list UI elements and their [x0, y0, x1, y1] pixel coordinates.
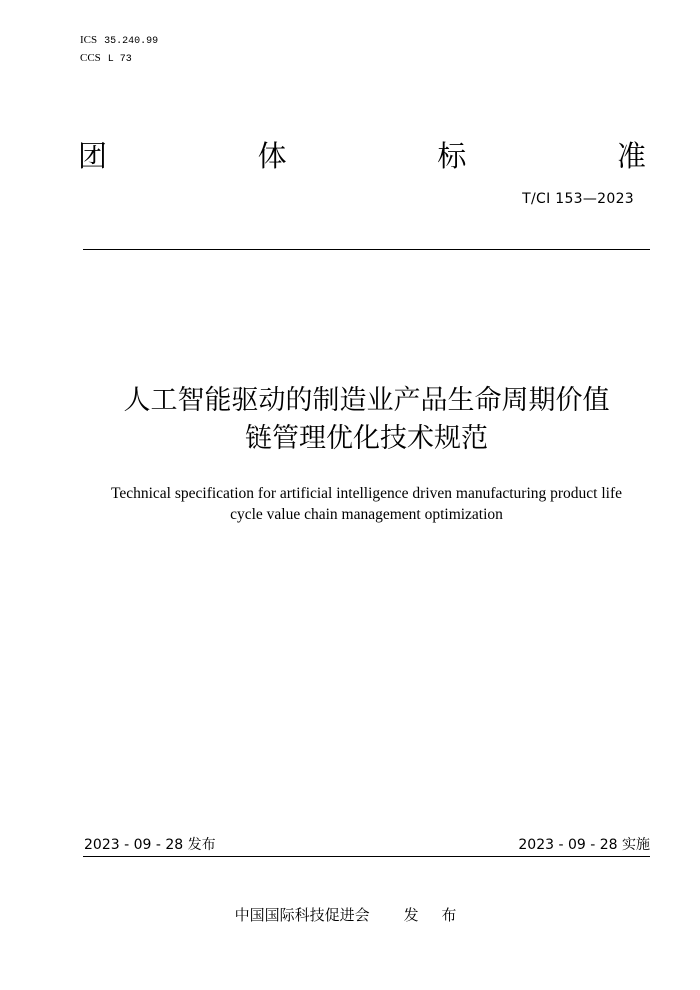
issue-date: 2023 - 09 - 28 发布	[84, 837, 216, 853]
title-chinese-line: 人工智能驱动的制造业产品生命周期价值	[123, 385, 610, 416]
standard-type-heading	[78, 134, 646, 174]
title-chinese	[70, 382, 663, 458]
standard-number: T/CI 153—2023	[522, 191, 634, 207]
ccs-label: CCS	[80, 52, 101, 64]
ics-label: ICS	[80, 34, 98, 46]
title-english-line: cycle value chain management optimization	[230, 506, 503, 523]
title-english-line: Technical specification for artificial intelligence driven manufacturing product life	[110, 485, 623, 502]
publisher-name: 中国国际科技促进会	[234, 906, 370, 924]
implementation-date: 2023 - 09 - 28 实施	[518, 837, 650, 853]
standard-type-char: 体	[257, 138, 287, 173]
footer-divider	[83, 856, 650, 857]
standard-type-char: 准	[616, 138, 646, 173]
title-chinese-line: 链管理优化技术规范	[245, 423, 488, 454]
ccs-classification	[80, 52, 132, 66]
publisher-line	[0, 905, 700, 925]
standard-type-char: 标	[437, 138, 467, 173]
ccs-value: L 73	[107, 54, 132, 65]
header-divider	[83, 249, 650, 250]
publish-action: 发 布	[403, 906, 466, 924]
ics-value: 35.240.99	[104, 36, 159, 47]
standard-type-char: 团	[78, 138, 108, 173]
title-english	[60, 483, 673, 525]
ics-classification	[80, 34, 158, 48]
